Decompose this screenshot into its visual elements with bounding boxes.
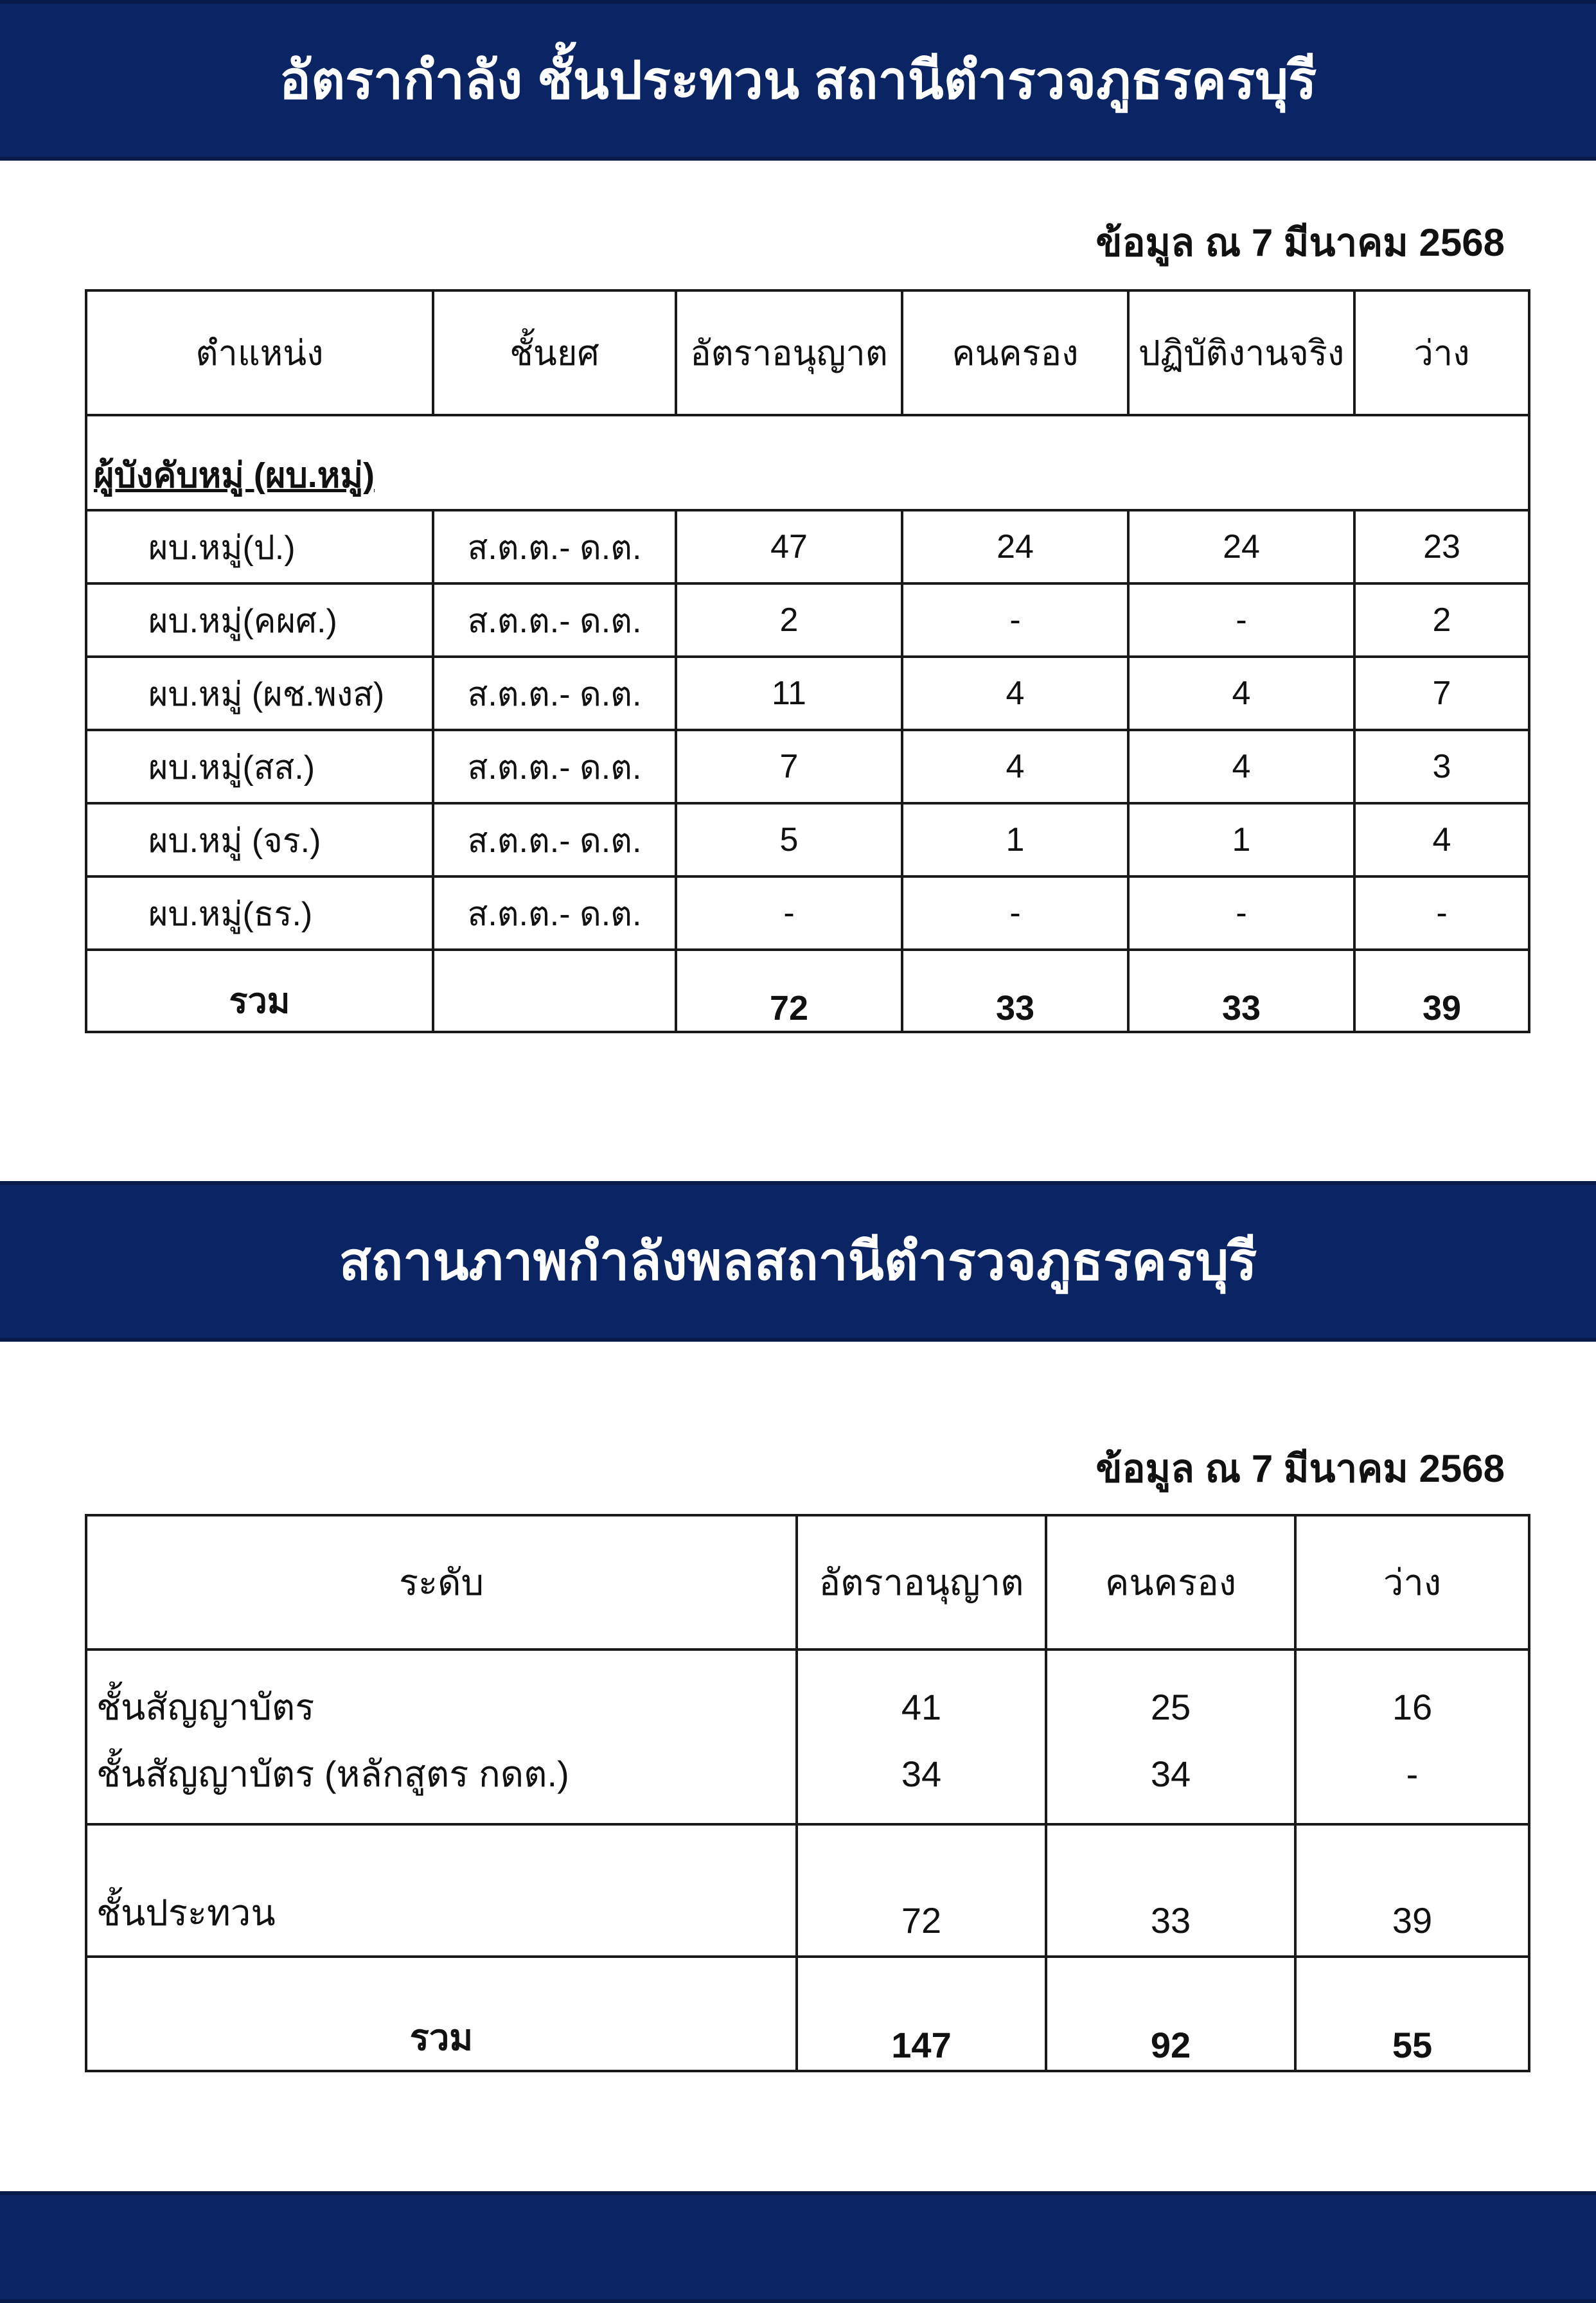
cell-working: 4 — [1128, 730, 1354, 803]
cell-quota: 5 — [676, 803, 902, 876]
section1-title: อัตรากำลัง ชั้นประทวน สถานีตำรวจภูธรครบุรี — [279, 51, 1317, 110]
cell-position: ผบ.หมู่ (ผช.พงส) — [86, 657, 433, 730]
occupied-cell — [1046, 1649, 1295, 1824]
personnel-status-table — [85, 1514, 1530, 2072]
header-working: ปฏิบัติงานจริง — [1128, 290, 1354, 415]
section2-as-of-date: ข้อมูล ณ 7 มีนาคม 2568 — [1095, 1447, 1505, 1490]
header-occupied: คนครอง — [902, 290, 1128, 415]
header-quota: อัตราอนุญาต — [676, 290, 902, 415]
cell-position: ผบ.หมู่(ป.) — [86, 510, 433, 583]
table-header-row — [86, 1515, 1529, 1649]
quota-cell — [797, 1649, 1046, 1824]
level-commissioned: ชั้นสัญญาบัตร — [96, 1687, 315, 1727]
cell-quota: 11 — [676, 657, 902, 730]
header-vacant: ว่าง — [1354, 290, 1529, 415]
cell-position: ผบ.หมู่(ธร.) — [86, 876, 433, 950]
total-working: 33 — [1128, 950, 1354, 1032]
group-label: ผู้บังคับหมู่ (ผบ.หมู่) — [86, 415, 1529, 510]
total-label: รวม — [86, 1957, 797, 2071]
cell-vacant: 3 — [1354, 730, 1529, 803]
header-quota: อัตราอนุญาต — [797, 1515, 1046, 1649]
cell-working: 4 — [1128, 657, 1354, 730]
cell-position: ผบ.หมู่(สส.) — [86, 730, 433, 803]
total-label: รวม — [86, 950, 433, 1032]
total-rank — [433, 950, 676, 1032]
cell-occupied: 4 — [902, 730, 1128, 803]
table-row — [86, 1824, 1529, 1957]
cell-rank: ส.ต.ต.- ด.ต. — [433, 657, 676, 730]
cell-quota: - — [676, 876, 902, 950]
cell-occupied: 24 — [902, 510, 1128, 583]
table-row-group — [86, 1649, 1529, 1824]
staffing-table — [85, 289, 1530, 1033]
cell-rank: ส.ต.ต.- ด.ต. — [433, 730, 676, 803]
vacant-commissioned-course: - — [1406, 1754, 1419, 1794]
cell-working: 24 — [1128, 510, 1354, 583]
header-vacant: ว่าง — [1295, 1515, 1529, 1649]
occupied-commissioned-course: 34 — [1150, 1754, 1191, 1794]
level-commissioned-course: ชั้นสัญญาบัตร (หลักสูตร กดต.) — [96, 1754, 569, 1794]
total-row — [86, 950, 1529, 1032]
cell-working: - — [1128, 583, 1354, 657]
level-cell — [86, 1649, 797, 1824]
vacant-commissioned: 16 — [1392, 1687, 1433, 1727]
cell-occupied: 1 — [902, 803, 1128, 876]
cell-vacant: 23 — [1354, 510, 1529, 583]
occupied-non-commissioned: 33 — [1046, 1824, 1295, 1957]
section1-as-of-date: ข้อมูล ณ 7 มีนาคม 2568 — [1095, 221, 1505, 264]
cell-quota: 7 — [676, 730, 902, 803]
cell-vacant: - — [1354, 876, 1529, 950]
total-vacant: 39 — [1354, 950, 1529, 1032]
total-vacant: 55 — [1295, 1957, 1529, 2071]
table-row — [86, 583, 1529, 657]
cell-working: 1 — [1128, 803, 1354, 876]
cell-rank: ส.ต.ต.- ด.ต. — [433, 876, 676, 950]
section2-title-banner — [0, 1181, 1596, 1342]
cell-quota: 47 — [676, 510, 902, 583]
cell-occupied: 4 — [902, 657, 1128, 730]
cell-position: ผบ.หมู่(คผศ.) — [86, 583, 433, 657]
total-quota: 147 — [797, 1957, 1046, 2071]
header-occupied: คนครอง — [1046, 1515, 1295, 1649]
section2-title: สถานภาพกำลังพลสถานีตำรวจภูธรครบุรี — [339, 1232, 1257, 1291]
total-row — [86, 1957, 1529, 2071]
vacant-non-commissioned: 39 — [1295, 1824, 1529, 1957]
cell-position: ผบ.หมู่ (จร.) — [86, 803, 433, 876]
table-row — [86, 657, 1529, 730]
cell-rank: ส.ต.ต.- ด.ต. — [433, 510, 676, 583]
table-row — [86, 803, 1529, 876]
total-quota: 72 — [676, 950, 902, 1032]
occupied-commissioned: 25 — [1150, 1687, 1191, 1727]
cell-vacant: 7 — [1354, 657, 1529, 730]
total-occupied: 92 — [1046, 1957, 1295, 2071]
header-level: ระดับ — [86, 1515, 797, 1649]
cell-vacant: 2 — [1354, 583, 1529, 657]
table-row — [86, 510, 1529, 583]
group-row — [86, 415, 1529, 510]
level-non-commissioned: ชั้นประทวน — [86, 1824, 797, 1957]
cell-quota: 2 — [676, 583, 902, 657]
section1-title-banner — [0, 0, 1596, 161]
header-rank: ชั้นยศ — [433, 290, 676, 415]
cell-occupied: - — [902, 583, 1128, 657]
cell-rank: ส.ต.ต.- ด.ต. — [433, 583, 676, 657]
cell-rank: ส.ต.ต.- ด.ต. — [433, 803, 676, 876]
table-header-row — [86, 290, 1529, 415]
quota-commissioned: 41 — [901, 1687, 942, 1727]
quota-non-commissioned: 72 — [797, 1824, 1046, 1957]
table-row — [86, 730, 1529, 803]
total-occupied: 33 — [902, 950, 1128, 1032]
cell-vacant: 4 — [1354, 803, 1529, 876]
quota-commissioned-course: 34 — [901, 1754, 942, 1794]
header-position: ตำแหน่ง — [86, 290, 433, 415]
footer-banner — [0, 2191, 1596, 2303]
vacant-cell — [1295, 1649, 1529, 1824]
cell-working: - — [1128, 876, 1354, 950]
cell-occupied: - — [902, 876, 1128, 950]
table-row — [86, 876, 1529, 950]
